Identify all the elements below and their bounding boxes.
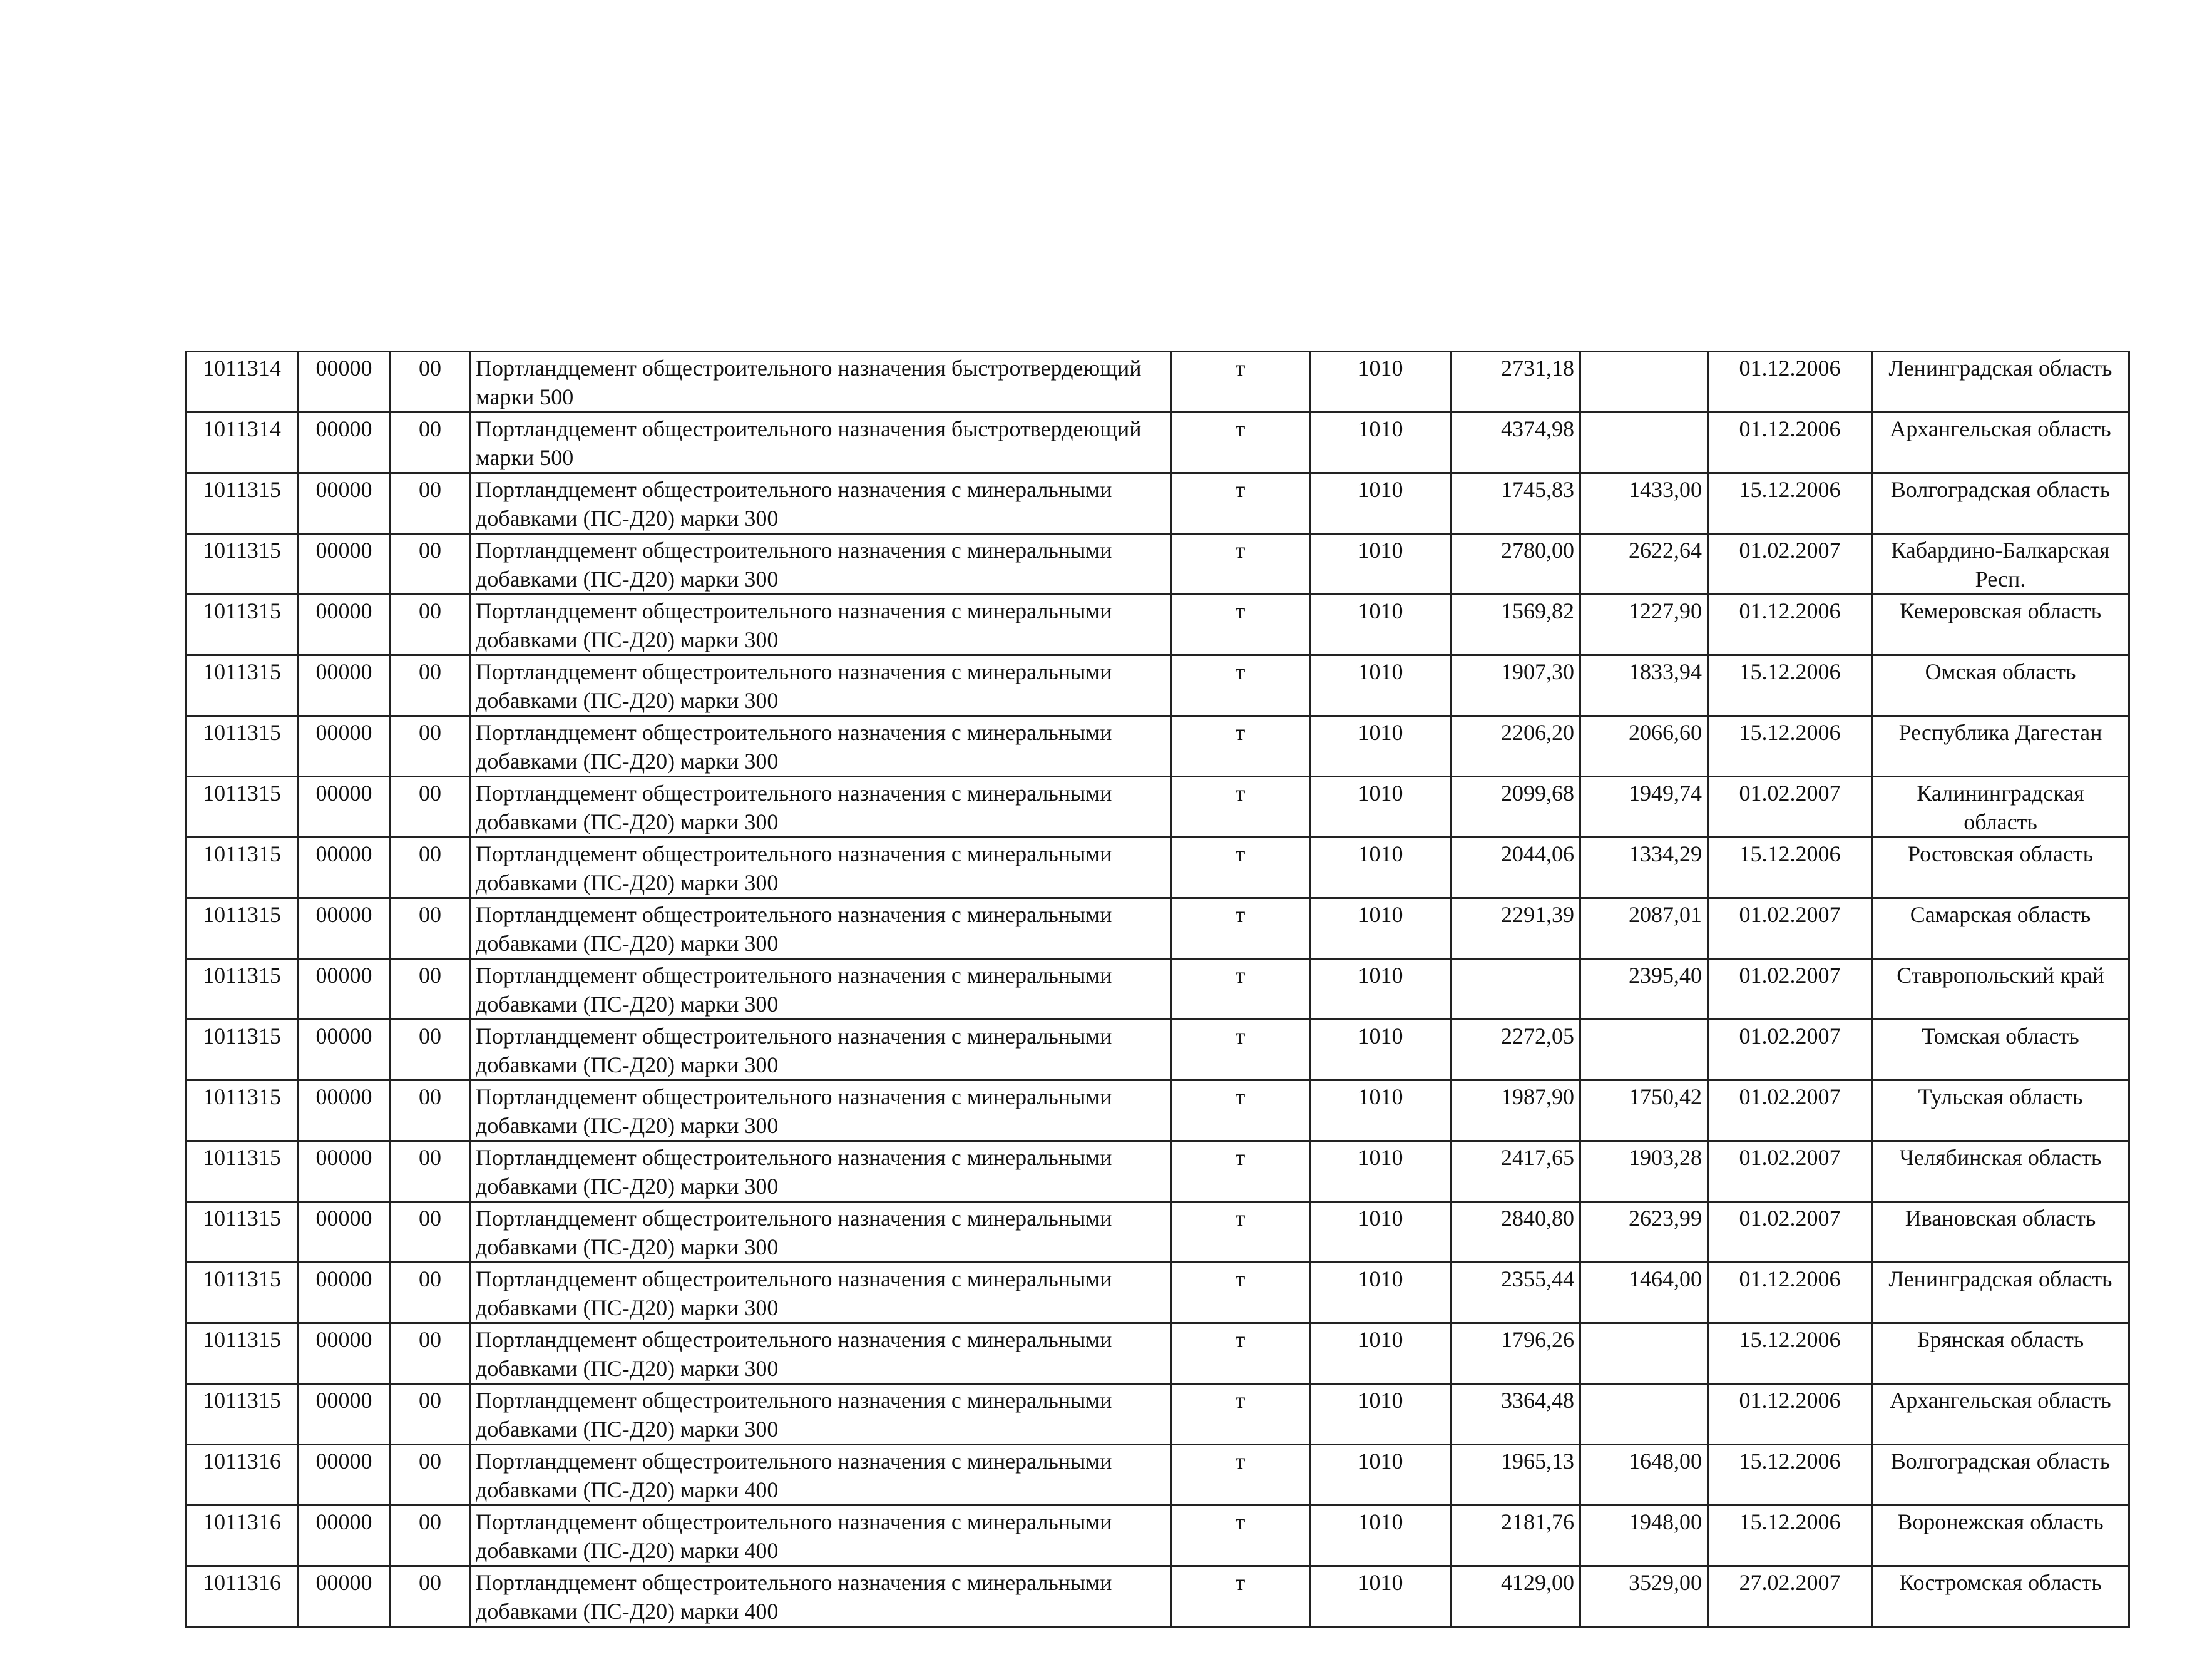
price-cell: 1745,83 xyxy=(1452,473,1580,534)
suffix-cell: 00 xyxy=(391,1445,470,1505)
product-code-cell: 1011316 xyxy=(187,1566,298,1627)
product-code-cell: 1011316 xyxy=(187,1505,298,1566)
price-cell: 1907,30 xyxy=(1452,655,1580,716)
region-cell: Архангельская область xyxy=(1872,1384,2129,1445)
table-row xyxy=(187,1020,2129,1080)
product-code-cell: 1011314 xyxy=(187,352,298,413)
product-name-cell: Портландцемент общестроительного назначения с минеральными добавками (ПС-Д20) марки 300 xyxy=(470,1080,1171,1141)
suffix-cell: 00 xyxy=(391,1141,470,1202)
suffix-cell: 00 xyxy=(391,1263,470,1323)
table-row xyxy=(187,1202,2129,1263)
region-cell: Калининградская область xyxy=(1872,777,2129,838)
price-cell: 1569,82 xyxy=(1452,595,1580,655)
unit-code-cell: 1010 xyxy=(1310,777,1452,838)
product-name-cell: Портландцемент общестроительного назначения с минеральными добавками (ПС-Д20) марки 300 xyxy=(470,959,1171,1020)
region-cell: Волгоградская область xyxy=(1872,473,2129,534)
table-row xyxy=(187,1323,2129,1384)
date-cell: 01.02.2007 xyxy=(1708,898,1872,959)
unit-code-cell: 1010 xyxy=(1310,655,1452,716)
unit-cell: т xyxy=(1171,534,1310,595)
region-cell: Ленинградская область xyxy=(1872,1263,2129,1323)
price-secondary-cell: 1334,29 xyxy=(1580,838,1708,898)
unit-cell: т xyxy=(1171,595,1310,655)
unit-code-cell: 1010 xyxy=(1310,1141,1452,1202)
unit-cell: т xyxy=(1171,1445,1310,1505)
region-cell: Волгоградская область xyxy=(1872,1445,2129,1505)
unit-cell: т xyxy=(1171,413,1310,473)
table-row xyxy=(187,1505,2129,1566)
subcode-cell: 00000 xyxy=(298,1505,391,1566)
table-row xyxy=(187,1445,2129,1505)
product-name-cell: Портландцемент общестроительного назначения с минеральными добавками (ПС-Д20) марки 300 xyxy=(470,473,1171,534)
subcode-cell: 00000 xyxy=(298,716,391,777)
price-cell: 2272,05 xyxy=(1452,1020,1580,1080)
unit-cell: т xyxy=(1171,1020,1310,1080)
unit-code-cell: 1010 xyxy=(1310,413,1452,473)
product-name-cell: Портландцемент общестроительного назначения с минеральными добавками (ПС-Д20) марки 300 xyxy=(470,1202,1171,1263)
price-cell: 1796,26 xyxy=(1452,1323,1580,1384)
suffix-cell: 00 xyxy=(391,959,470,1020)
product-code-cell: 1011316 xyxy=(187,1445,298,1505)
product-name-cell: Портландцемент общестроительного назначения с минеральными добавками (ПС-Д20) марки 400 xyxy=(470,1445,1171,1505)
table-row xyxy=(187,716,2129,777)
suffix-cell: 00 xyxy=(391,716,470,777)
price-secondary-cell: 2087,01 xyxy=(1580,898,1708,959)
unit-code-cell: 1010 xyxy=(1310,595,1452,655)
table-body xyxy=(187,352,2129,1627)
suffix-cell: 00 xyxy=(391,352,470,413)
suffix-cell: 00 xyxy=(391,655,470,716)
price-secondary-cell: 1949,74 xyxy=(1580,777,1708,838)
unit-cell: т xyxy=(1171,1566,1310,1627)
unit-code-cell: 1010 xyxy=(1310,1263,1452,1323)
subcode-cell: 00000 xyxy=(298,1202,391,1263)
region-cell: Ставропольский край xyxy=(1872,959,2129,1020)
unit-code-cell: 1010 xyxy=(1310,1505,1452,1566)
unit-cell: т xyxy=(1171,473,1310,534)
subcode-cell: 00000 xyxy=(298,655,391,716)
table-row xyxy=(187,352,2129,413)
unit-cell: т xyxy=(1171,1080,1310,1141)
price-secondary-cell: 2623,99 xyxy=(1580,1202,1708,1263)
date-cell: 01.12.2006 xyxy=(1708,413,1872,473)
unit-cell: т xyxy=(1171,1505,1310,1566)
price-cell: 2355,44 xyxy=(1452,1263,1580,1323)
date-cell: 01.12.2006 xyxy=(1708,595,1872,655)
table-row xyxy=(187,1141,2129,1202)
date-cell: 01.02.2007 xyxy=(1708,1202,1872,1263)
unit-code-cell: 1010 xyxy=(1310,959,1452,1020)
product-name-cell: Портландцемент общестроительного назначения с минеральными добавками (ПС-Д20) марки 300 xyxy=(470,1323,1171,1384)
subcode-cell: 00000 xyxy=(298,534,391,595)
product-code-cell: 1011315 xyxy=(187,898,298,959)
product-name-cell: Портландцемент общестроительного назначения с минеральными добавками (ПС-Д20) марки 300 xyxy=(470,838,1171,898)
unit-cell: т xyxy=(1171,898,1310,959)
table-row xyxy=(187,473,2129,534)
unit-cell: т xyxy=(1171,838,1310,898)
suffix-cell: 00 xyxy=(391,413,470,473)
price-secondary-cell xyxy=(1580,1020,1708,1080)
price-secondary-cell: 2622,64 xyxy=(1580,534,1708,595)
unit-code-cell: 1010 xyxy=(1310,898,1452,959)
suffix-cell: 00 xyxy=(391,1323,470,1384)
suffix-cell: 00 xyxy=(391,777,470,838)
table-row xyxy=(187,959,2129,1020)
unit-cell: т xyxy=(1171,655,1310,716)
product-code-cell: 1011315 xyxy=(187,595,298,655)
subcode-cell: 00000 xyxy=(298,959,391,1020)
region-cell: Ивановская область xyxy=(1872,1202,2129,1263)
table-row xyxy=(187,534,2129,595)
price-cell: 2417,65 xyxy=(1452,1141,1580,1202)
price-table xyxy=(185,351,2130,1628)
price-secondary-cell xyxy=(1580,1384,1708,1445)
subcode-cell: 00000 xyxy=(298,898,391,959)
unit-code-cell: 1010 xyxy=(1310,1202,1452,1263)
product-code-cell: 1011315 xyxy=(187,1202,298,1263)
price-cell: 2206,20 xyxy=(1452,716,1580,777)
table-row xyxy=(187,1080,2129,1141)
product-code-cell: 1011315 xyxy=(187,777,298,838)
unit-cell: т xyxy=(1171,1384,1310,1445)
product-name-cell: Портландцемент общестроительного назначения с минеральными добавками (ПС-Д20) марки 300 xyxy=(470,1384,1171,1445)
product-code-cell: 1011315 xyxy=(187,1323,298,1384)
price-cell xyxy=(1452,959,1580,1020)
date-cell: 01.02.2007 xyxy=(1708,1141,1872,1202)
date-cell: 15.12.2006 xyxy=(1708,716,1872,777)
subcode-cell: 00000 xyxy=(298,1080,391,1141)
suffix-cell: 00 xyxy=(391,838,470,898)
table-row xyxy=(187,777,2129,838)
product-code-cell: 1011315 xyxy=(187,1020,298,1080)
subcode-cell: 00000 xyxy=(298,595,391,655)
subcode-cell: 00000 xyxy=(298,1445,391,1505)
price-cell: 2780,00 xyxy=(1452,534,1580,595)
region-cell: Самарская область xyxy=(1872,898,2129,959)
subcode-cell: 00000 xyxy=(298,1141,391,1202)
product-name-cell: Портландцемент общестроительного назначения с минеральными добавками (ПС-Д20) марки 400 xyxy=(470,1566,1171,1627)
unit-code-cell: 1010 xyxy=(1310,534,1452,595)
table-row xyxy=(187,898,2129,959)
region-cell: Томская область xyxy=(1872,1020,2129,1080)
region-cell: Воронежская область xyxy=(1872,1505,2129,1566)
unit-cell: т xyxy=(1171,777,1310,838)
price-cell: 4374,98 xyxy=(1452,413,1580,473)
product-name-cell: Портландцемент общестроительного назначения с минеральными добавками (ПС-Д20) марки 300 xyxy=(470,1020,1171,1080)
product-name-cell: Портландцемент общестроительного назначения быстротвердеющий марки 500 xyxy=(470,352,1171,413)
date-cell: 01.12.2006 xyxy=(1708,1263,1872,1323)
date-cell: 01.02.2007 xyxy=(1708,959,1872,1020)
price-secondary-cell: 1433,00 xyxy=(1580,473,1708,534)
date-cell: 15.12.2006 xyxy=(1708,473,1872,534)
date-cell: 15.12.2006 xyxy=(1708,655,1872,716)
price-secondary-cell: 1903,28 xyxy=(1580,1141,1708,1202)
unit-code-cell: 1010 xyxy=(1310,1080,1452,1141)
unit-code-cell: 1010 xyxy=(1310,352,1452,413)
price-secondary-cell: 3529,00 xyxy=(1580,1566,1708,1627)
price-secondary-cell xyxy=(1580,352,1708,413)
price-secondary-cell: 1648,00 xyxy=(1580,1445,1708,1505)
region-cell: Архангельская область xyxy=(1872,413,2129,473)
unit-cell: т xyxy=(1171,1263,1310,1323)
date-cell: 01.02.2007 xyxy=(1708,777,1872,838)
unit-code-cell: 1010 xyxy=(1310,473,1452,534)
product-code-cell: 1011315 xyxy=(187,1141,298,1202)
region-cell: Тульская область xyxy=(1872,1080,2129,1141)
unit-code-cell: 1010 xyxy=(1310,1445,1452,1505)
region-cell: Брянская область xyxy=(1872,1323,2129,1384)
price-cell: 2044,06 xyxy=(1452,838,1580,898)
table-row xyxy=(187,1566,2129,1627)
product-code-cell: 1011315 xyxy=(187,655,298,716)
product-code-cell: 1011315 xyxy=(187,1384,298,1445)
suffix-cell: 00 xyxy=(391,595,470,655)
product-name-cell: Портландцемент общестроительного назначения с минеральными добавками (ПС-Д20) марки 300 xyxy=(470,1263,1171,1323)
price-secondary-cell: 1750,42 xyxy=(1580,1080,1708,1141)
subcode-cell: 00000 xyxy=(298,1566,391,1627)
unit-code-cell: 1010 xyxy=(1310,1566,1452,1627)
price-cell: 1987,90 xyxy=(1452,1080,1580,1141)
price-secondary-cell xyxy=(1580,1323,1708,1384)
price-secondary-cell: 1833,94 xyxy=(1580,655,1708,716)
table-row xyxy=(187,1384,2129,1445)
price-cell: 1965,13 xyxy=(1452,1445,1580,1505)
unit-cell: т xyxy=(1171,716,1310,777)
unit-cell: т xyxy=(1171,1141,1310,1202)
region-cell: Костромская область xyxy=(1872,1566,2129,1627)
price-secondary-cell xyxy=(1580,413,1708,473)
region-cell: Омская область xyxy=(1872,655,2129,716)
table-row xyxy=(187,655,2129,716)
product-name-cell: Портландцемент общестроительного назначения с минеральными добавками (ПС-Д20) марки 300 xyxy=(470,595,1171,655)
product-name-cell: Портландцемент общестроительного назначения быстротвердеющий марки 500 xyxy=(470,413,1171,473)
subcode-cell: 00000 xyxy=(298,838,391,898)
suffix-cell: 00 xyxy=(391,1505,470,1566)
date-cell: 27.02.2007 xyxy=(1708,1566,1872,1627)
unit-cell: т xyxy=(1171,1202,1310,1263)
product-name-cell: Портландцемент общестроительного назначения с минеральными добавками (ПС-Д20) марки 300 xyxy=(470,655,1171,716)
suffix-cell: 00 xyxy=(391,534,470,595)
table-row xyxy=(187,1263,2129,1323)
price-cell: 2099,68 xyxy=(1452,777,1580,838)
region-cell: Кабардино-Балкарская Респ. xyxy=(1872,534,2129,595)
product-name-cell: Портландцемент общестроительного назначения с минеральными добавками (ПС-Д20) марки 300 xyxy=(470,534,1171,595)
suffix-cell: 00 xyxy=(391,1020,470,1080)
price-cell: 2291,39 xyxy=(1452,898,1580,959)
price-secondary-cell: 1227,90 xyxy=(1580,595,1708,655)
date-cell: 01.02.2007 xyxy=(1708,534,1872,595)
unit-code-cell: 1010 xyxy=(1310,1323,1452,1384)
date-cell: 15.12.2006 xyxy=(1708,1323,1872,1384)
region-cell: Челябинская область xyxy=(1872,1141,2129,1202)
product-name-cell: Портландцемент общестроительного назначения с минеральными добавками (ПС-Д20) марки 400 xyxy=(470,1505,1171,1566)
table-row xyxy=(187,838,2129,898)
subcode-cell: 00000 xyxy=(298,473,391,534)
product-name-cell: Портландцемент общестроительного назначения с минеральными добавками (ПС-Д20) марки 300 xyxy=(470,1141,1171,1202)
unit-code-cell: 1010 xyxy=(1310,1384,1452,1445)
suffix-cell: 00 xyxy=(391,1202,470,1263)
date-cell: 01.02.2007 xyxy=(1708,1020,1872,1080)
price-cell: 2181,76 xyxy=(1452,1505,1580,1566)
subcode-cell: 00000 xyxy=(298,1020,391,1080)
product-name-cell: Портландцемент общестроительного назначения с минеральными добавками (ПС-Д20) марки 300 xyxy=(470,716,1171,777)
price-secondary-cell: 2395,40 xyxy=(1580,959,1708,1020)
price-secondary-cell: 1464,00 xyxy=(1580,1263,1708,1323)
price-cell: 2731,18 xyxy=(1452,352,1580,413)
product-code-cell: 1011315 xyxy=(187,534,298,595)
subcode-cell: 00000 xyxy=(298,413,391,473)
suffix-cell: 00 xyxy=(391,898,470,959)
region-cell: Ленинградская область xyxy=(1872,352,2129,413)
date-cell: 01.12.2006 xyxy=(1708,352,1872,413)
subcode-cell: 00000 xyxy=(298,1384,391,1445)
product-code-cell: 1011315 xyxy=(187,1080,298,1141)
price-secondary-cell: 1948,00 xyxy=(1580,1505,1708,1566)
unit-code-cell: 1010 xyxy=(1310,1020,1452,1080)
region-cell: Кемеровская область xyxy=(1872,595,2129,655)
date-cell: 01.02.2007 xyxy=(1708,1080,1872,1141)
unit-cell: т xyxy=(1171,352,1310,413)
price-cell: 4129,00 xyxy=(1452,1566,1580,1627)
date-cell: 15.12.2006 xyxy=(1708,838,1872,898)
suffix-cell: 00 xyxy=(391,1384,470,1445)
unit-cell: т xyxy=(1171,959,1310,1020)
unit-code-cell: 1010 xyxy=(1310,716,1452,777)
product-code-cell: 1011315 xyxy=(187,1263,298,1323)
price-cell: 2840,80 xyxy=(1452,1202,1580,1263)
region-cell: Ростовская область xyxy=(1872,838,2129,898)
unit-code-cell: 1010 xyxy=(1310,838,1452,898)
region-cell: Республика Дагестан xyxy=(1872,716,2129,777)
product-code-cell: 1011315 xyxy=(187,838,298,898)
price-cell: 3364,48 xyxy=(1452,1384,1580,1445)
product-code-cell: 1011315 xyxy=(187,473,298,534)
date-cell: 01.12.2006 xyxy=(1708,1384,1872,1445)
table-row xyxy=(187,595,2129,655)
product-code-cell: 1011315 xyxy=(187,716,298,777)
subcode-cell: 00000 xyxy=(298,777,391,838)
suffix-cell: 00 xyxy=(391,1080,470,1141)
table-row xyxy=(187,413,2129,473)
price-secondary-cell: 2066,60 xyxy=(1580,716,1708,777)
product-code-cell: 1011315 xyxy=(187,959,298,1020)
date-cell: 15.12.2006 xyxy=(1708,1505,1872,1566)
date-cell: 15.12.2006 xyxy=(1708,1445,1872,1505)
suffix-cell: 00 xyxy=(391,473,470,534)
suffix-cell: 00 xyxy=(391,1566,470,1627)
subcode-cell: 00000 xyxy=(298,1323,391,1384)
unit-cell: т xyxy=(1171,1323,1310,1384)
subcode-cell: 00000 xyxy=(298,1263,391,1323)
product-code-cell: 1011314 xyxy=(187,413,298,473)
product-name-cell: Портландцемент общестроительного назначения с минеральными добавками (ПС-Д20) марки 300 xyxy=(470,777,1171,838)
product-name-cell: Портландцемент общестроительного назначения с минеральными добавками (ПС-Д20) марки 300 xyxy=(470,898,1171,959)
subcode-cell: 00000 xyxy=(298,352,391,413)
